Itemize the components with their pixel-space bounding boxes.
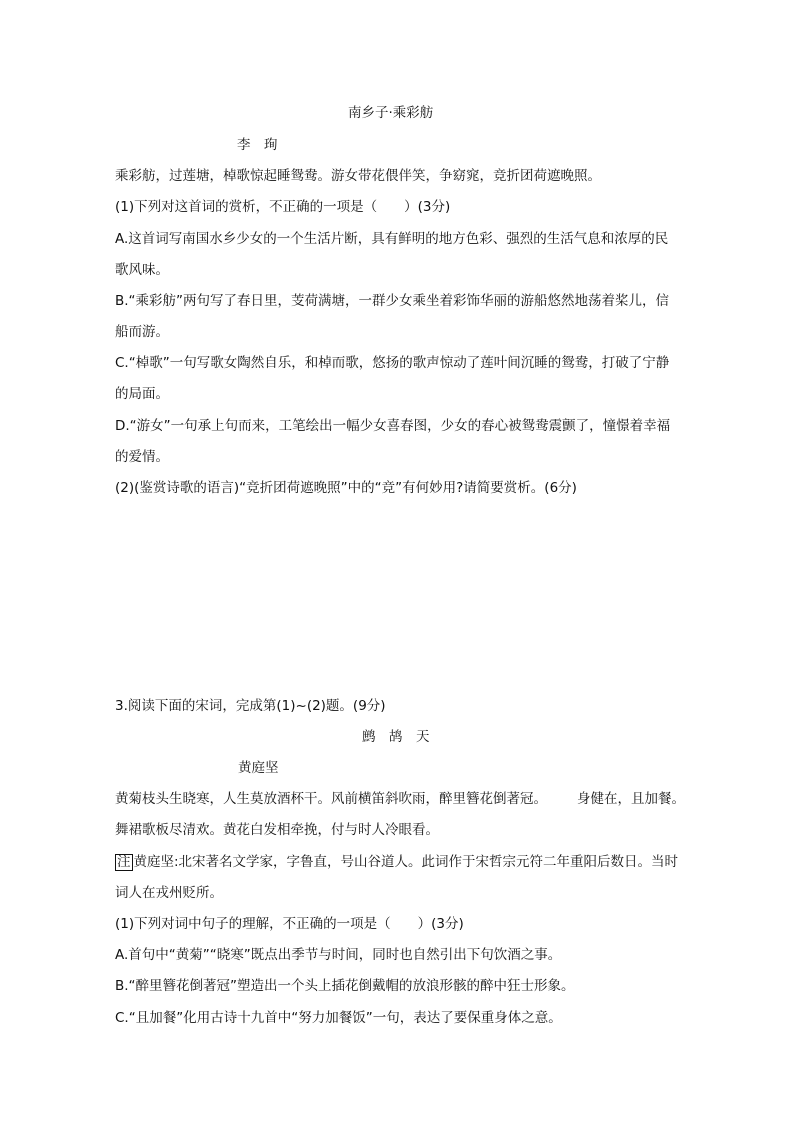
q1-option-c-line1: C.“棹歌”一句写歌女陶然自乐，和棹而歌，悠扬的歌声惊动了莲叶间沉睡的鸳鸯，打破了宁静: [115, 355, 670, 371]
poem2-text-line1-part1: 黄菊枝头生晓寒，人生莫放酒杯干。风前横笛斜吹雨，醉里簪花倒著冠。: [115, 791, 547, 807]
q1-option-c-line2: 的局面。: [115, 386, 169, 402]
q1-option-a-line1: A.这首词写南国水乡少女的一个生活片断，具有鲜明的地方色彩、强烈的生活气息和浓厚的民: [115, 231, 669, 247]
q3-sub1-stem: (1)下列对词中句子的理解，不正确的一项是（ ）(3分): [115, 916, 464, 932]
q1-option-d-line2: 的爱情。: [115, 449, 169, 465]
poem2-text-line2: 舞裙歌板尽清欢。黄花白发相牵挽，付与时人冷眼看。: [115, 822, 439, 838]
q1-option-d-line1: D.“游女”一句承上句而来，工笔绘出一幅少女喜春图，少女的春心被鸳鸯震颤了，憧憬着幸福: [115, 418, 671, 434]
poem2-note-text1: 黄庭坚:北宋著名文学家，字鲁直，号山谷道人。此词作于宋哲宗元符二年重阳后数日。当时: [133, 854, 679, 870]
poem2-text-line1-part2: 身健在，且加餐。: [577, 791, 685, 807]
poem2-note-line2: 词人在戎州贬所。: [115, 885, 223, 901]
q2-stem: (2)(鉴赏诗歌的语言)“竞折团荷遮晚照”中的“竞”有何妙用?请简要赏析。(6分): [115, 480, 577, 496]
poem2-title: 鹧 鸪 天: [362, 729, 430, 745]
q3-option-c: C.“且加餐”化用古诗十九首中“努力加餐饭”一句，表达了要保重身体之意。: [115, 1010, 562, 1026]
q1-option-a-line2: 歌风味。: [115, 262, 169, 278]
poem1-text: 乘彩舫，过莲塘，棹歌惊起睡鸳鸯。游女带花偎伴笑，争窈窕，竞折团荷遮晚照。: [115, 168, 601, 184]
q3-stem: 3.阅读下面的宋词，完成第(1)~(2)题。(9分): [115, 698, 386, 714]
poem2-author: 黄庭坚: [238, 760, 279, 776]
note-label-box: 注: [117, 854, 131, 870]
q1-stem: (1)下列对这首词的赏析，不正确的一项是（ ）(3分): [115, 199, 451, 215]
poem1-title: 南乡子·乘彩舫: [348, 105, 434, 121]
poem2-text-line1: [115, 790, 685, 808]
q3-option-a: A.首句中“黄菊”“晓寒”既点出季节与时间，同时也自然引出下句饮酒之事。: [115, 947, 562, 963]
q3-option-b: B.“醉里簪花倒著冠”塑造出一个头上插花倒戴帽的放浪形骸的醉中狂士形象。: [115, 978, 575, 994]
q1-option-b-line1: B.“乘彩舫”两句写了春日里，芰荷满塘，一群少女乘坐着彩饰华丽的游船悠然地荡着桨儿，信: [115, 293, 670, 309]
poem1-author: 李 珣: [237, 137, 278, 153]
poem2-note-line1: [115, 853, 678, 871]
q1-option-b-line2: 船而游。: [115, 324, 169, 340]
